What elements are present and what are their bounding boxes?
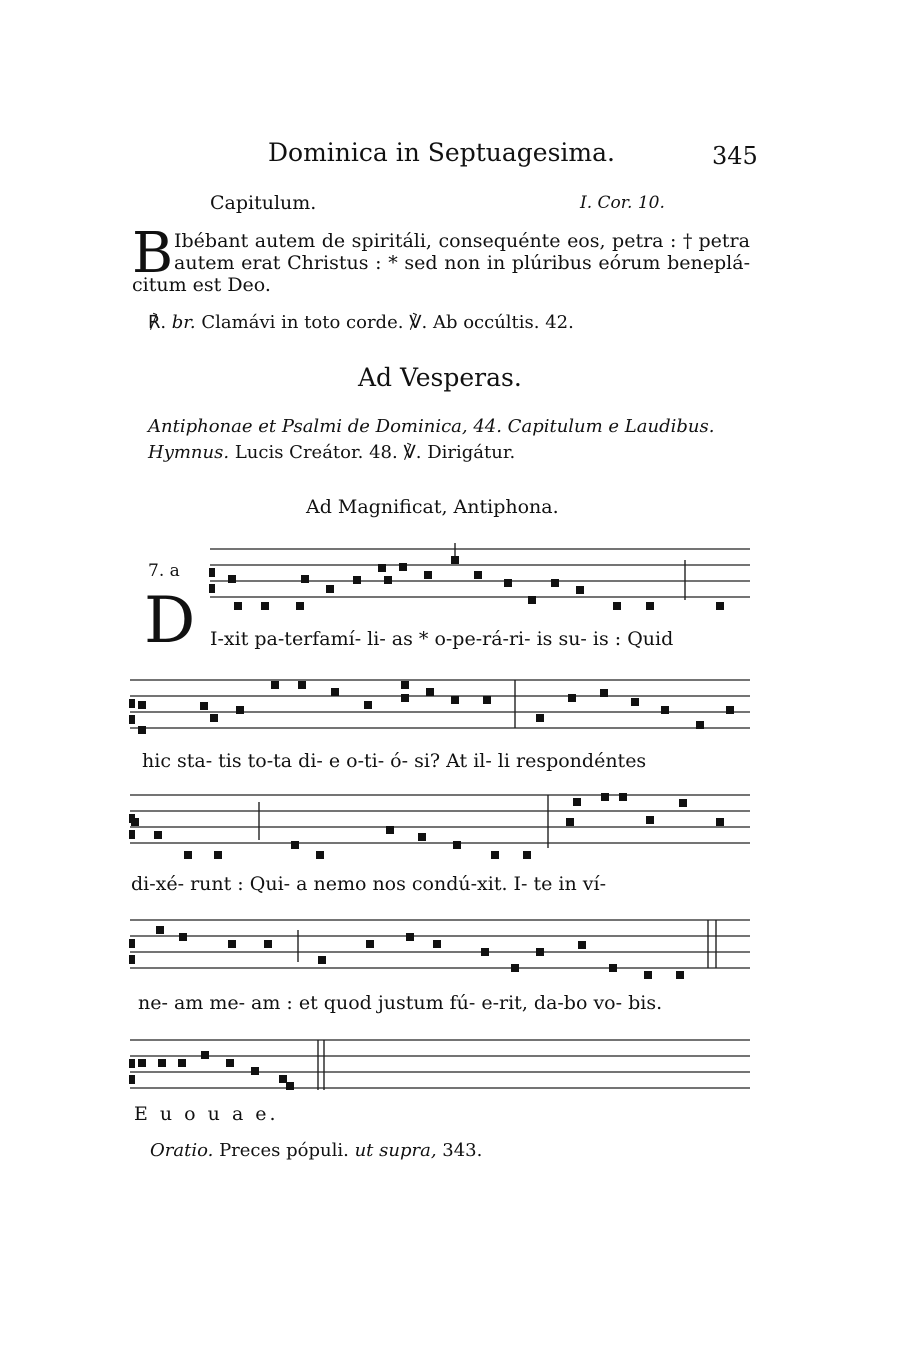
neume-punctum bbox=[576, 586, 584, 594]
word: spiritáli, bbox=[351, 230, 432, 252]
neume-punctum bbox=[156, 926, 164, 934]
neume-punctum bbox=[679, 799, 687, 807]
neume-punctum bbox=[291, 841, 299, 849]
oratio-text: Preces pópuli. bbox=[219, 1140, 349, 1161]
neume-punctum bbox=[301, 575, 309, 583]
neume-punctum bbox=[613, 602, 621, 610]
versicle-symbol: ℣. bbox=[403, 442, 422, 463]
neume-punctum bbox=[200, 702, 208, 710]
antiphon-title: Ad Magnificat, Antiphona. bbox=[306, 496, 559, 518]
word: eórum bbox=[598, 252, 661, 274]
neume-punctum bbox=[474, 571, 482, 579]
word: non bbox=[444, 252, 481, 274]
word: autem bbox=[254, 230, 316, 252]
neume-punctum bbox=[619, 793, 627, 801]
word: de bbox=[321, 230, 346, 252]
neume-punctum bbox=[271, 681, 279, 689]
neume-punctum bbox=[716, 602, 724, 610]
neume-punctum bbox=[158, 1059, 166, 1067]
neume-punctum bbox=[331, 688, 339, 696]
neume-punctum bbox=[316, 851, 324, 859]
responsory-symbol: ℟. bbox=[148, 312, 167, 333]
neume-punctum bbox=[451, 696, 459, 704]
neume-punctum bbox=[138, 1059, 146, 1067]
neume-punctum bbox=[568, 694, 576, 702]
neume-punctum bbox=[228, 940, 236, 948]
vespers-title: Ad Vesperas. bbox=[358, 363, 522, 392]
word: Christus bbox=[287, 252, 369, 274]
antiphon-initial: D bbox=[144, 584, 196, 658]
capitulum-initial: B bbox=[132, 221, 174, 286]
neume-punctum bbox=[138, 701, 146, 709]
neume-punctum bbox=[401, 694, 409, 702]
neume-punctum bbox=[716, 818, 724, 826]
neume-punctum bbox=[426, 688, 434, 696]
neume-punctum bbox=[251, 1067, 259, 1075]
neume-punctum bbox=[214, 851, 222, 859]
neume-punctum bbox=[261, 602, 269, 610]
neume-punctum bbox=[184, 851, 192, 859]
c-clef-icon bbox=[129, 939, 135, 948]
lyrics-line-1: I-xit pa-terfamí- li- as * o-pe-rá-ri- is su- is : Quid bbox=[210, 628, 674, 650]
c-clef-icon bbox=[129, 1075, 135, 1084]
c-clef-icon bbox=[129, 955, 135, 964]
neume-punctum bbox=[406, 933, 414, 941]
hymn-label: Hymnus. bbox=[148, 442, 230, 463]
word: Ibébant bbox=[174, 230, 249, 252]
neume-punctum bbox=[154, 831, 162, 839]
neume-punctum bbox=[179, 933, 187, 941]
neume-punctum bbox=[384, 576, 392, 584]
neume-punctum bbox=[523, 851, 531, 859]
neume-punctum bbox=[528, 596, 536, 604]
page-number: 345 bbox=[712, 142, 758, 170]
word: in bbox=[486, 252, 506, 274]
vespers-rubric: Antiphonae et Psalmi de Dominica, 44. Capitulum e Laudibus. bbox=[148, 416, 715, 437]
neume-punctum bbox=[326, 585, 334, 593]
word: eos, bbox=[567, 230, 606, 252]
c-clef-icon bbox=[129, 1059, 135, 1068]
neume-punctum bbox=[418, 833, 426, 841]
c-clef-icon bbox=[209, 584, 215, 593]
neume-punctum bbox=[226, 1059, 234, 1067]
word: sed bbox=[404, 252, 438, 274]
word: † petra bbox=[682, 230, 750, 252]
neume-punctum bbox=[453, 841, 461, 849]
mode-indicator: 7. a bbox=[148, 561, 180, 581]
neume-punctum bbox=[228, 575, 236, 583]
neume-punctum bbox=[399, 563, 407, 571]
word: * bbox=[388, 252, 398, 274]
versicle-symbol: ℣. bbox=[409, 312, 428, 333]
lyrics-line-3: di-xé- runt : Qui- a nemo nos condú-xit. I- te in ví- bbox=[131, 873, 607, 895]
neume-punctum bbox=[264, 940, 272, 948]
neume-punctum bbox=[536, 948, 544, 956]
word: autem bbox=[174, 252, 235, 274]
oratio-label: Oratio. bbox=[150, 1140, 214, 1161]
neume-punctum bbox=[551, 579, 559, 587]
neume-punctum bbox=[646, 816, 654, 824]
word: beneplá- bbox=[667, 252, 750, 274]
neume-punctum bbox=[364, 701, 372, 709]
capitulum-line-3: citum est Deo. bbox=[132, 274, 271, 296]
c-clef-icon bbox=[209, 568, 215, 577]
word: : bbox=[375, 252, 382, 274]
neume-punctum bbox=[451, 556, 459, 564]
c-clef-icon bbox=[129, 715, 135, 724]
neume-punctum bbox=[201, 1051, 209, 1059]
lyrics-line-4: ne- am me- am : et quod justum fú- e-rit, da-bo vo- bis. bbox=[138, 992, 663, 1014]
neume-punctum bbox=[236, 706, 244, 714]
neume-punctum bbox=[296, 602, 304, 610]
neume-punctum bbox=[536, 714, 544, 722]
oratio-line bbox=[150, 1140, 482, 1161]
word: erat bbox=[241, 252, 281, 274]
neume-punctum bbox=[138, 726, 146, 734]
versicle-text: Dirigátur. bbox=[427, 442, 516, 463]
neume-punctum bbox=[210, 714, 218, 722]
neume-punctum bbox=[726, 706, 734, 714]
oratio-ref-label: ut supra, bbox=[354, 1140, 437, 1161]
neume-punctum bbox=[601, 793, 609, 801]
neume-punctum bbox=[696, 721, 704, 729]
c-clef-icon bbox=[129, 830, 135, 839]
lyrics-line-2: hic sta- tis to-ta di- e o-ti- ó- si? At il- li respondéntes bbox=[142, 750, 647, 772]
brief-marker: br. bbox=[171, 312, 196, 333]
neume-punctum bbox=[424, 571, 432, 579]
neume-punctum bbox=[491, 851, 499, 859]
neume-punctum bbox=[298, 681, 306, 689]
neume-punctum bbox=[644, 971, 652, 979]
lyrics-line-5: E u o u a e. bbox=[134, 1103, 279, 1125]
neume-punctum bbox=[483, 696, 491, 704]
neume-punctum bbox=[378, 564, 386, 572]
word: plúribus bbox=[511, 252, 592, 274]
c-clef-icon bbox=[129, 699, 135, 708]
neume-punctum bbox=[353, 576, 361, 584]
neume-punctum bbox=[279, 1075, 287, 1083]
neume-punctum bbox=[609, 964, 617, 972]
neume-punctum bbox=[401, 681, 409, 689]
neume-punctum bbox=[131, 818, 139, 826]
neume-punctum bbox=[573, 798, 581, 806]
neume-punctum bbox=[600, 689, 608, 697]
neume-punctum bbox=[578, 941, 586, 949]
neume-punctum bbox=[366, 940, 374, 948]
neume-punctum bbox=[481, 948, 489, 956]
responsory-text: Clamávi in toto corde. bbox=[201, 312, 404, 333]
running-header-title: Dominica in Septuagesima. bbox=[268, 138, 615, 167]
neume-punctum bbox=[676, 971, 684, 979]
neume-punctum bbox=[661, 706, 669, 714]
neume-punctum bbox=[646, 602, 654, 610]
neume-punctum bbox=[511, 964, 519, 972]
capitulum-title: Capitulum. bbox=[210, 192, 317, 214]
word: consequénte bbox=[438, 230, 561, 252]
word: petra bbox=[612, 230, 664, 252]
neume-punctum bbox=[318, 956, 326, 964]
capitulum-reference: I. Cor. 10. bbox=[580, 193, 665, 213]
neume-punctum bbox=[386, 826, 394, 834]
versicle-text: Ab occúltis. 42. bbox=[432, 312, 574, 333]
word: : bbox=[670, 230, 677, 252]
neume-punctum bbox=[566, 818, 574, 826]
neume-punctum bbox=[286, 1082, 294, 1090]
neume-punctum bbox=[178, 1059, 186, 1067]
hymn-text: Lucis Creátor. 48. bbox=[234, 442, 398, 463]
neume-punctum bbox=[631, 698, 639, 706]
neume-punctum bbox=[433, 940, 441, 948]
oratio-ref-page: 343. bbox=[442, 1140, 483, 1161]
neume-punctum bbox=[504, 579, 512, 587]
neume-punctum bbox=[234, 602, 242, 610]
